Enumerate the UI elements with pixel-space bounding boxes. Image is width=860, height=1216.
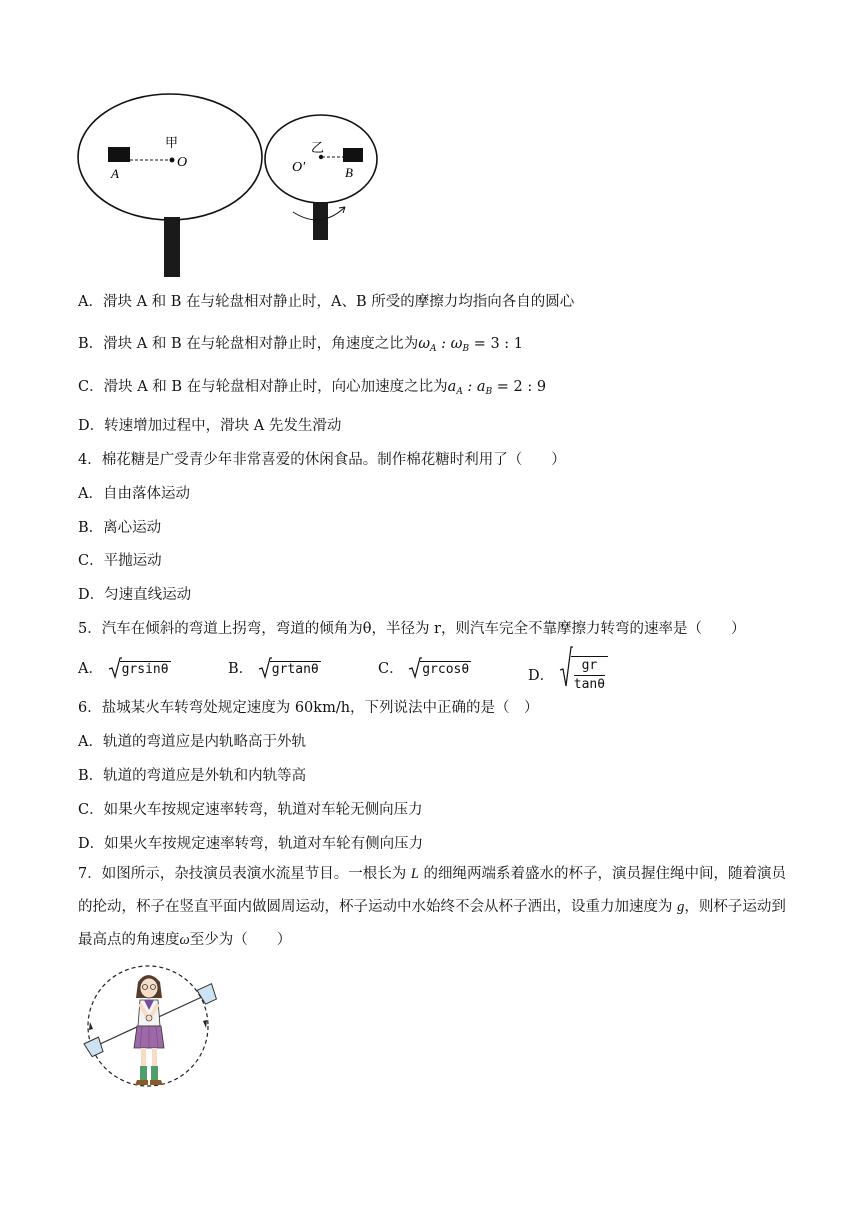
arrow-left-icon [89, 1022, 93, 1030]
label-Oprime: O′ [292, 160, 306, 175]
q3-option-C [78, 377, 546, 402]
cup-bottom-icon [84, 1037, 105, 1057]
q6-option-D: D．如果火车按规定速率转弯，轨道对车轮有侧向压力 [78, 836, 424, 852]
center-O [170, 158, 175, 163]
water-meteor-figure [80, 960, 220, 1100]
cup-top-icon [197, 984, 218, 1005]
label-jia: 甲 [165, 136, 179, 151]
label-O: O [177, 155, 188, 170]
q3-option-A: A．滑块 A 和 B 在与轮盘相对静止时，A、B 所受的摩擦力均指向各自的圆心 [78, 294, 575, 310]
turntable-figure [75, 85, 385, 280]
label-yi: 乙 [311, 141, 325, 156]
shaft-jia [164, 217, 180, 277]
q4-option-A: A．自由落体运动 [78, 486, 190, 502]
q3-option-B [78, 334, 523, 359]
q5-option-A-expr: grsinθ [121, 662, 169, 677]
q5-option-C: C． grcosθ [378, 657, 471, 680]
q7-stem: 7．如图所示，杂技演员表演水流星节目。一根长为 L 的细绳两端系着盛水的杯子，演员握住绳中间，随着演员的抡动，杯子在竖直平面内做圆周运动，杯子运动中水始终不会从杯子洒出，设重力加速度为 g，则杯子运动到最高点的角速度ω至少为（ ） [78, 866, 787, 948]
q6-option-C: C．如果火车按规定速率转弯，轨道对车轮无侧向压力 [78, 802, 423, 818]
performer [134, 975, 164, 1085]
label-B: B [345, 165, 353, 180]
arrow-right-icon [203, 1020, 207, 1028]
omega-ratio: $\omega_A$ : $\omega_B = 3$ : 1 [418, 336, 524, 354]
q5-stem: 5．汽车在倾斜的弯道上拐弯，弯道的倾角为θ，半径为 r，则汽车完全不靠摩擦力转弯的速率是（ ） [78, 621, 746, 637]
q6-stem: 6．盐城某火车转弯处规定速度为 60km/h，下列说法中正确的是（ ） [78, 700, 539, 716]
slider-B [343, 148, 363, 162]
q4-option-B: B．离心运动 [78, 520, 162, 536]
disc-jia [78, 94, 262, 220]
q3-option-D: D．转速增加过程中，滑块 A 先发生滑动 [78, 418, 342, 434]
q3-option-B-text: B．滑块 A 和 B 在与轮盘相对静止时，角速度之比为 [78, 336, 419, 352]
q5-option-D: D． $\frac{gr}{\tan\theta}$ [528, 646, 608, 694]
q6-option-A: A．轨道的弯道应是内轨略高于外轨 [78, 734, 306, 750]
label-A: A [111, 166, 119, 181]
q5-option-A: A． grsinθ [78, 657, 171, 680]
q5-option-C-expr: grcosθ [422, 662, 470, 677]
q5-option-B-expr: grtanθ [271, 662, 319, 677]
shaft-yi [313, 202, 328, 240]
q4-option-C: C．平抛运动 [78, 553, 162, 569]
q4-option-D: D．匀速直线运动 [78, 587, 192, 603]
q5-option-D-frac: $\frac{gr}{\tan\theta}$ [571, 656, 608, 694]
q4-stem: 4．棉花糖是广受青少年非常喜爱的休闲食品。制作棉花糖时利用了（ ） [78, 452, 566, 468]
accel-ratio: $a_A$ : $a_B = 2$ : 9 [447, 379, 547, 397]
q3-option-C-text: C．滑块 A 和 B 在与轮盘相对静止时，向心加速度之比为 [78, 379, 448, 395]
q6-option-B: B．轨道的弯道应是外轨和内轨等高 [78, 768, 307, 784]
q5-option-B: B． grtanθ [228, 657, 321, 680]
slider-A [108, 147, 130, 162]
